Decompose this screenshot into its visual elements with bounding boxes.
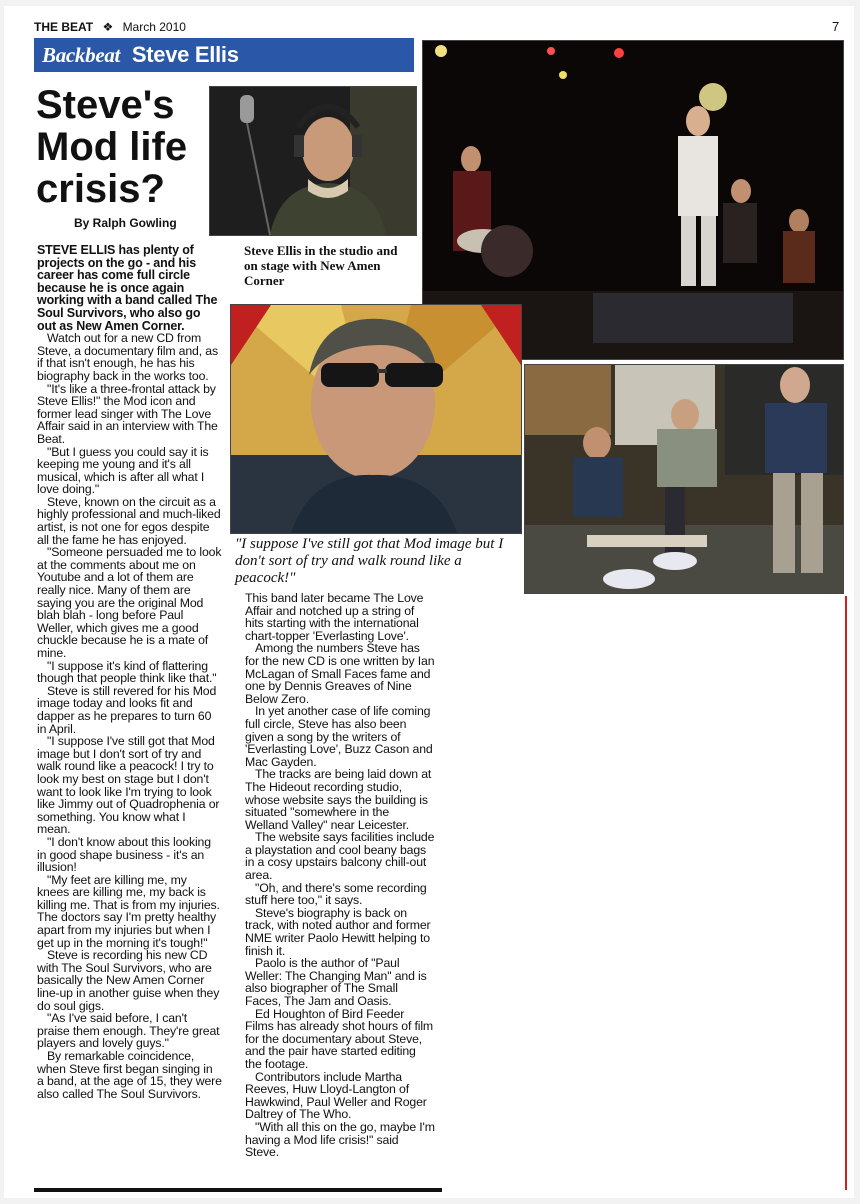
body-paragraph: "But I guess you could say it is keeping me young and it's all musical, which is after all what I love doing." xyxy=(37,444,209,497)
body-paragraph: Contributors include Martha Reeves, Huw Lloyd-Langton of Hawkwind, Paul Weller and Roger Daltrey of The Who. xyxy=(245,1069,427,1122)
page-edge-line xyxy=(845,596,847,1190)
article-column-2 xyxy=(245,592,435,1159)
lead-paragraph: STEVE ELLIS has plenty of projects on the go - and his career has come full circle because he is once again working with a band called The Soul Survivors, who also go out as New Amen Corner. xyxy=(37,243,218,333)
banner-subject: Steve Ellis xyxy=(131,42,239,67)
article-column-1 xyxy=(37,244,222,1100)
studio-photo xyxy=(209,86,417,236)
magazine-page xyxy=(4,6,854,1198)
banner-kicker: Backbeat xyxy=(42,43,121,67)
body-paragraph: In yet another case of life coming full circle, Steve has also been given a song by the writers of 'Everlasting Love', Buzz Cason and Mac Gayden. xyxy=(245,704,433,769)
running-header xyxy=(34,20,186,34)
body-paragraph: Steve's biography is back on track, with noted author and former NME writer Paolo Hewitt helping to finish it. xyxy=(245,905,431,958)
group-photo xyxy=(524,364,844,594)
headline: Steve's Mod life crisis? xyxy=(36,83,188,211)
body-paragraph: "Oh, and there's some recording stuff here too," it says. xyxy=(245,880,427,908)
pull-quote: "I suppose I've still got that Mod image but I don't sort of try and walk round like a peacock!" xyxy=(235,536,504,586)
body-paragraph: By remarkable coincidence, when Steve first began singing in a band, at the age of 15, they were also called The Soul Survivors. xyxy=(37,1049,222,1101)
publication-name: THE BEAT xyxy=(34,20,94,34)
body-paragraph: Watch out for a new CD from Steve, a documentary film and, as if that isn't enough, he has his biography back in the works too. xyxy=(37,331,218,383)
body-paragraph: "I suppose I've still got that Mod image but I don't sort of try and walk round like a peacock! I try to look my best on stage but I don't want to look like I'm trying to look like Jimmy out of Quadrophenia or something. You know what I mean. xyxy=(37,734,220,837)
body-paragraph: Steve is recording his new CD with The Soul Survivors, who are basically the New Amen Corner line-up in another guise when they do soul gigs. xyxy=(37,948,220,1013)
photo-caption: Steve Ellis in the studio and on stage with New Amen Corner xyxy=(244,243,398,288)
body-paragraph: "With all this on the go, maybe I'm having a Mod life crisis!" said Steve. xyxy=(245,1119,435,1160)
body-paragraph: Among the numbers Steve has for the new CD is one written by Ian McLagan of Small Faces fame and one by Dennis Greaves of Nine Below Zero. xyxy=(245,641,435,706)
body-paragraph: This band later became The Love Affair and notched up a string of hits starting with the international chart-topper 'Everlasting Love'. xyxy=(245,591,424,643)
page-number: 7 xyxy=(832,19,840,34)
body-paragraph: Paolo is the author of "Paul Weller: The Changing Man" and is also biographer of The Small Faces, The Jam and Oasis. xyxy=(245,956,427,1008)
section-banner xyxy=(34,38,414,72)
body-paragraph: "I suppose it's kind of flattering though that people think like that." xyxy=(37,658,217,686)
issue-date: March 2010 xyxy=(122,20,186,34)
body-paragraph: "Someone persuaded me to look at the comments about me on Youtube and a lot of them are really nice. Many of them are saying you are the original Mod blah blah - long before Paul Weller, which gives me a good chuckle because he is a mate of mine. xyxy=(37,545,222,660)
body-paragraph: "My feet are killing me, my knees are killing me, my back is killing me. That is from my injuries. The doctors say I'm pretty healthy apart from my injuries but when I get up in the morning it's tough!" xyxy=(37,872,220,950)
body-paragraph: "I don't know about this looking in good shape business - it's an illusion! xyxy=(37,834,211,875)
separator-icon: ❖ xyxy=(102,20,114,34)
bottom-rule xyxy=(34,1188,442,1192)
body-paragraph: "As I've said before, I can't praise them enough. They're great players and lovely guys." xyxy=(37,1011,220,1051)
body-paragraph: The website says facilities include a playstation and cool beany bags in a cosy upstairs balcony chill-out area. xyxy=(245,830,435,883)
body-paragraph: Steve is still revered for his Mod image today and looks fit and dapper as he prepares to turn 60 in April. xyxy=(37,683,217,736)
blank-area xyxy=(441,594,845,1190)
body-paragraph: Ed Houghton of Bird Feeder Films has already shot hours of film for the documentary about Steve, and the pair have started editing the footage. xyxy=(245,1006,434,1071)
portrait-photo xyxy=(230,304,522,534)
body-paragraph: The tracks are being laid down at The Hideout recording studio, whose website says the building is situated "somewhere in the Welland Valley" near Leicester. xyxy=(245,767,432,832)
body-paragraph: "It's like a three-frontal attack by Steve Ellis!" the Mod icon and former lead singer with The Love Affair said in an interview with The Beat. xyxy=(37,381,218,446)
body-paragraph: Steve, known on the circuit as a highly professional and much-liked artist, is not one for egos despite all the fame he has enjoyed. xyxy=(37,494,221,547)
byline: By Ralph Gowling xyxy=(74,216,177,230)
